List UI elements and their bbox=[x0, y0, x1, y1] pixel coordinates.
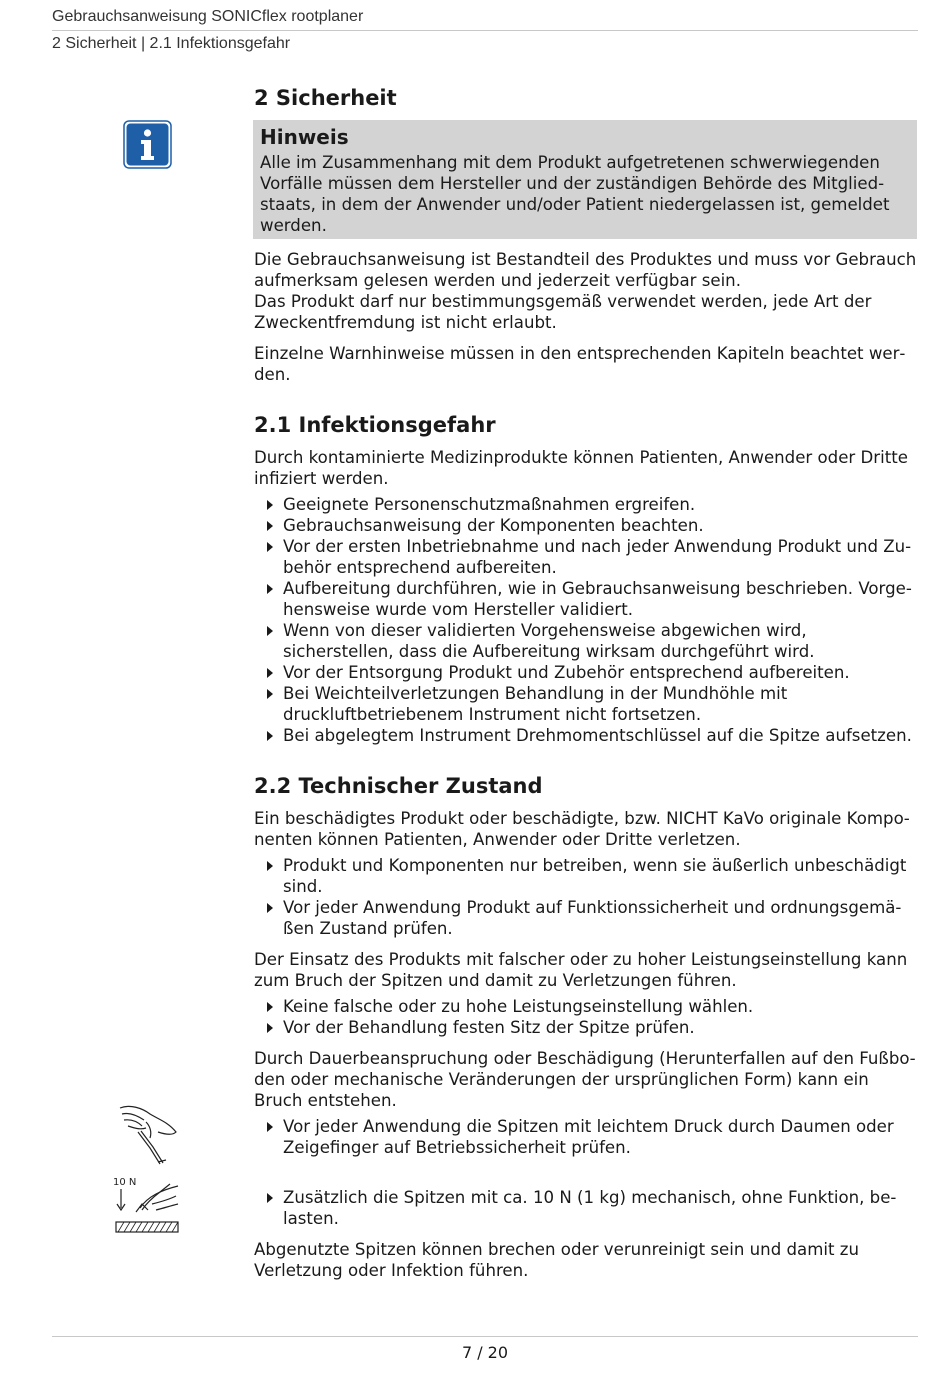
list-item: Wenn von dieser validierten Vorgehensweise abgewichen wird, sicherstellen, dass die Aufbereitung wirksam durchgeführt wird. bbox=[254, 620, 918, 662]
document-title: Gebrauchsanweisung SONICflex rootplaner bbox=[52, 6, 918, 31]
list-item: Aufbereitung durchführen, wie in Gebrauchsanweisung beschrieben. Vorgehensweise wurde vom Hersteller validiert. bbox=[254, 578, 918, 620]
page-header bbox=[52, 6, 918, 57]
main-content bbox=[254, 84, 918, 1291]
list-item: Bei abgelegtem Instrument Drehmomentschlüssel auf die Spitze aufsetzen. bbox=[254, 725, 918, 746]
note-text: Alle im Zusammenhang mit dem Produkt aufgetretenen schwerwiegenden Vorfälle müssen dem Hersteller und der zuständigen Behörde des Mitgliedstaats, in dem der Anwender und/oder Patient niedergelassen ist, gemeldet werden. bbox=[260, 153, 890, 235]
intro-paragraph-b: Das Produkt darf nur bestimmungsgemäß verwendet werden, jede Art der Zweckentfremdung ist nicht erlaubt. bbox=[254, 292, 872, 332]
info-icon bbox=[123, 120, 172, 169]
note-title: Hinweis bbox=[260, 125, 349, 149]
breadcrumb: 2 Sicherheit | 2.1 Infektionsgefahr bbox=[52, 35, 291, 52]
section-title-infektionsgefahr: 2.1 Infektionsgefahr bbox=[254, 413, 496, 437]
list-item: Bei Weichteilverletzungen Behandlung in der Mundhöhle mit druckluftbetriebenem Instrument nicht fortsetzen. bbox=[254, 683, 918, 725]
technical-intro-3: Durch Dauerbeanspruchung oder Beschädigung (Herunterfallen auf den Fußboden oder mechanische Veränderungen der ursprünglichen Form) kann ein Bruch entstehen. bbox=[254, 1049, 916, 1110]
list-item: Vor der Behandlung festen Sitz der Spitze prüfen. bbox=[254, 1017, 918, 1038]
intro-paragraph bbox=[254, 249, 918, 333]
technical-action-list-1 bbox=[254, 855, 918, 939]
section-title-technischer-zustand: 2.2 Technischer Zustand bbox=[254, 774, 543, 798]
list-item: Vor der Entsorgung Produkt und Zubehör entsprechend aufbereiten. bbox=[254, 662, 918, 683]
page-number: 7 / 20 bbox=[461, 1343, 509, 1362]
list-item: Zusätzlich die Spitzen mit ca. 10 N (1 kg) mechanisch, ohne Funktion, belasten. bbox=[254, 1187, 918, 1229]
technical-action-list-3 bbox=[254, 1116, 918, 1158]
technical-action-list-4 bbox=[254, 1187, 918, 1229]
list-item: Vor jeder Anwendung die Spitzen mit leichtem Druck durch Daumen oder Zeigefinger auf Betriebssicherheit prüfen. bbox=[254, 1116, 918, 1158]
infection-action-list bbox=[254, 494, 918, 746]
page-footer bbox=[52, 1336, 918, 1362]
list-item: Gebrauchsanweisung der Komponenten beachten. bbox=[254, 515, 918, 536]
technical-intro-1: Ein beschädigtes Produkt oder beschädigte, bzw. NICHT KaVo originale Komponenten können Patienten, Anwender oder Dritte verletzen. bbox=[254, 809, 910, 849]
warning-paragraph: Einzelne Warnhinweise müssen in den entsprechenden Kapiteln beachtet werden. bbox=[254, 344, 906, 384]
list-item: Keine falsche oder zu hohe Leistungseinstellung wählen. bbox=[254, 996, 918, 1017]
force-label: 10 N bbox=[113, 1177, 137, 1188]
infection-intro: Durch kontaminierte Medizinprodukte können Patienten, Anwender oder Dritte infiziert werden. bbox=[254, 448, 908, 488]
list-item: Geeignete Personenschutzmaßnahmen ergreifen. bbox=[254, 494, 918, 515]
force-test-illustration bbox=[112, 1174, 182, 1240]
list-item: Produkt und Komponenten nur betreiben, wenn sie äußerlich unbeschädigt sind. bbox=[254, 855, 918, 897]
note-box bbox=[253, 120, 917, 239]
technical-intro-2: Der Einsatz des Produkts mit falscher oder zu hoher Leistungseinstellung kann zum Bruch der Spitzen und damit zu Verletzungen führen. bbox=[254, 950, 908, 990]
technical-action-list-2 bbox=[254, 996, 918, 1038]
list-item: Vor der ersten Inbetriebnahme und nach jeder Anwendung Produkt und Zubehör entsprechend aufbereiten. bbox=[254, 536, 918, 578]
section-title-sicherheit: 2 Sicherheit bbox=[254, 86, 397, 110]
list-item: Vor jeder Anwendung Produkt auf Funktionssicherheit und ordnungsgemäßen Zustand prüfen. bbox=[254, 897, 918, 939]
intro-paragraph-a: Die Gebrauchsanweisung ist Bestandteil des Produktes und muss vor Gebrauch aufmerksam gelesen werden und jederzeit verfügbar sein. bbox=[254, 250, 917, 290]
finger-pressing-tip-illustration bbox=[116, 1102, 182, 1168]
closing-paragraph: Abgenutzte Spitzen können brechen oder verunreinigt sein und damit zu Verletzung oder Infektion führen. bbox=[254, 1240, 859, 1280]
